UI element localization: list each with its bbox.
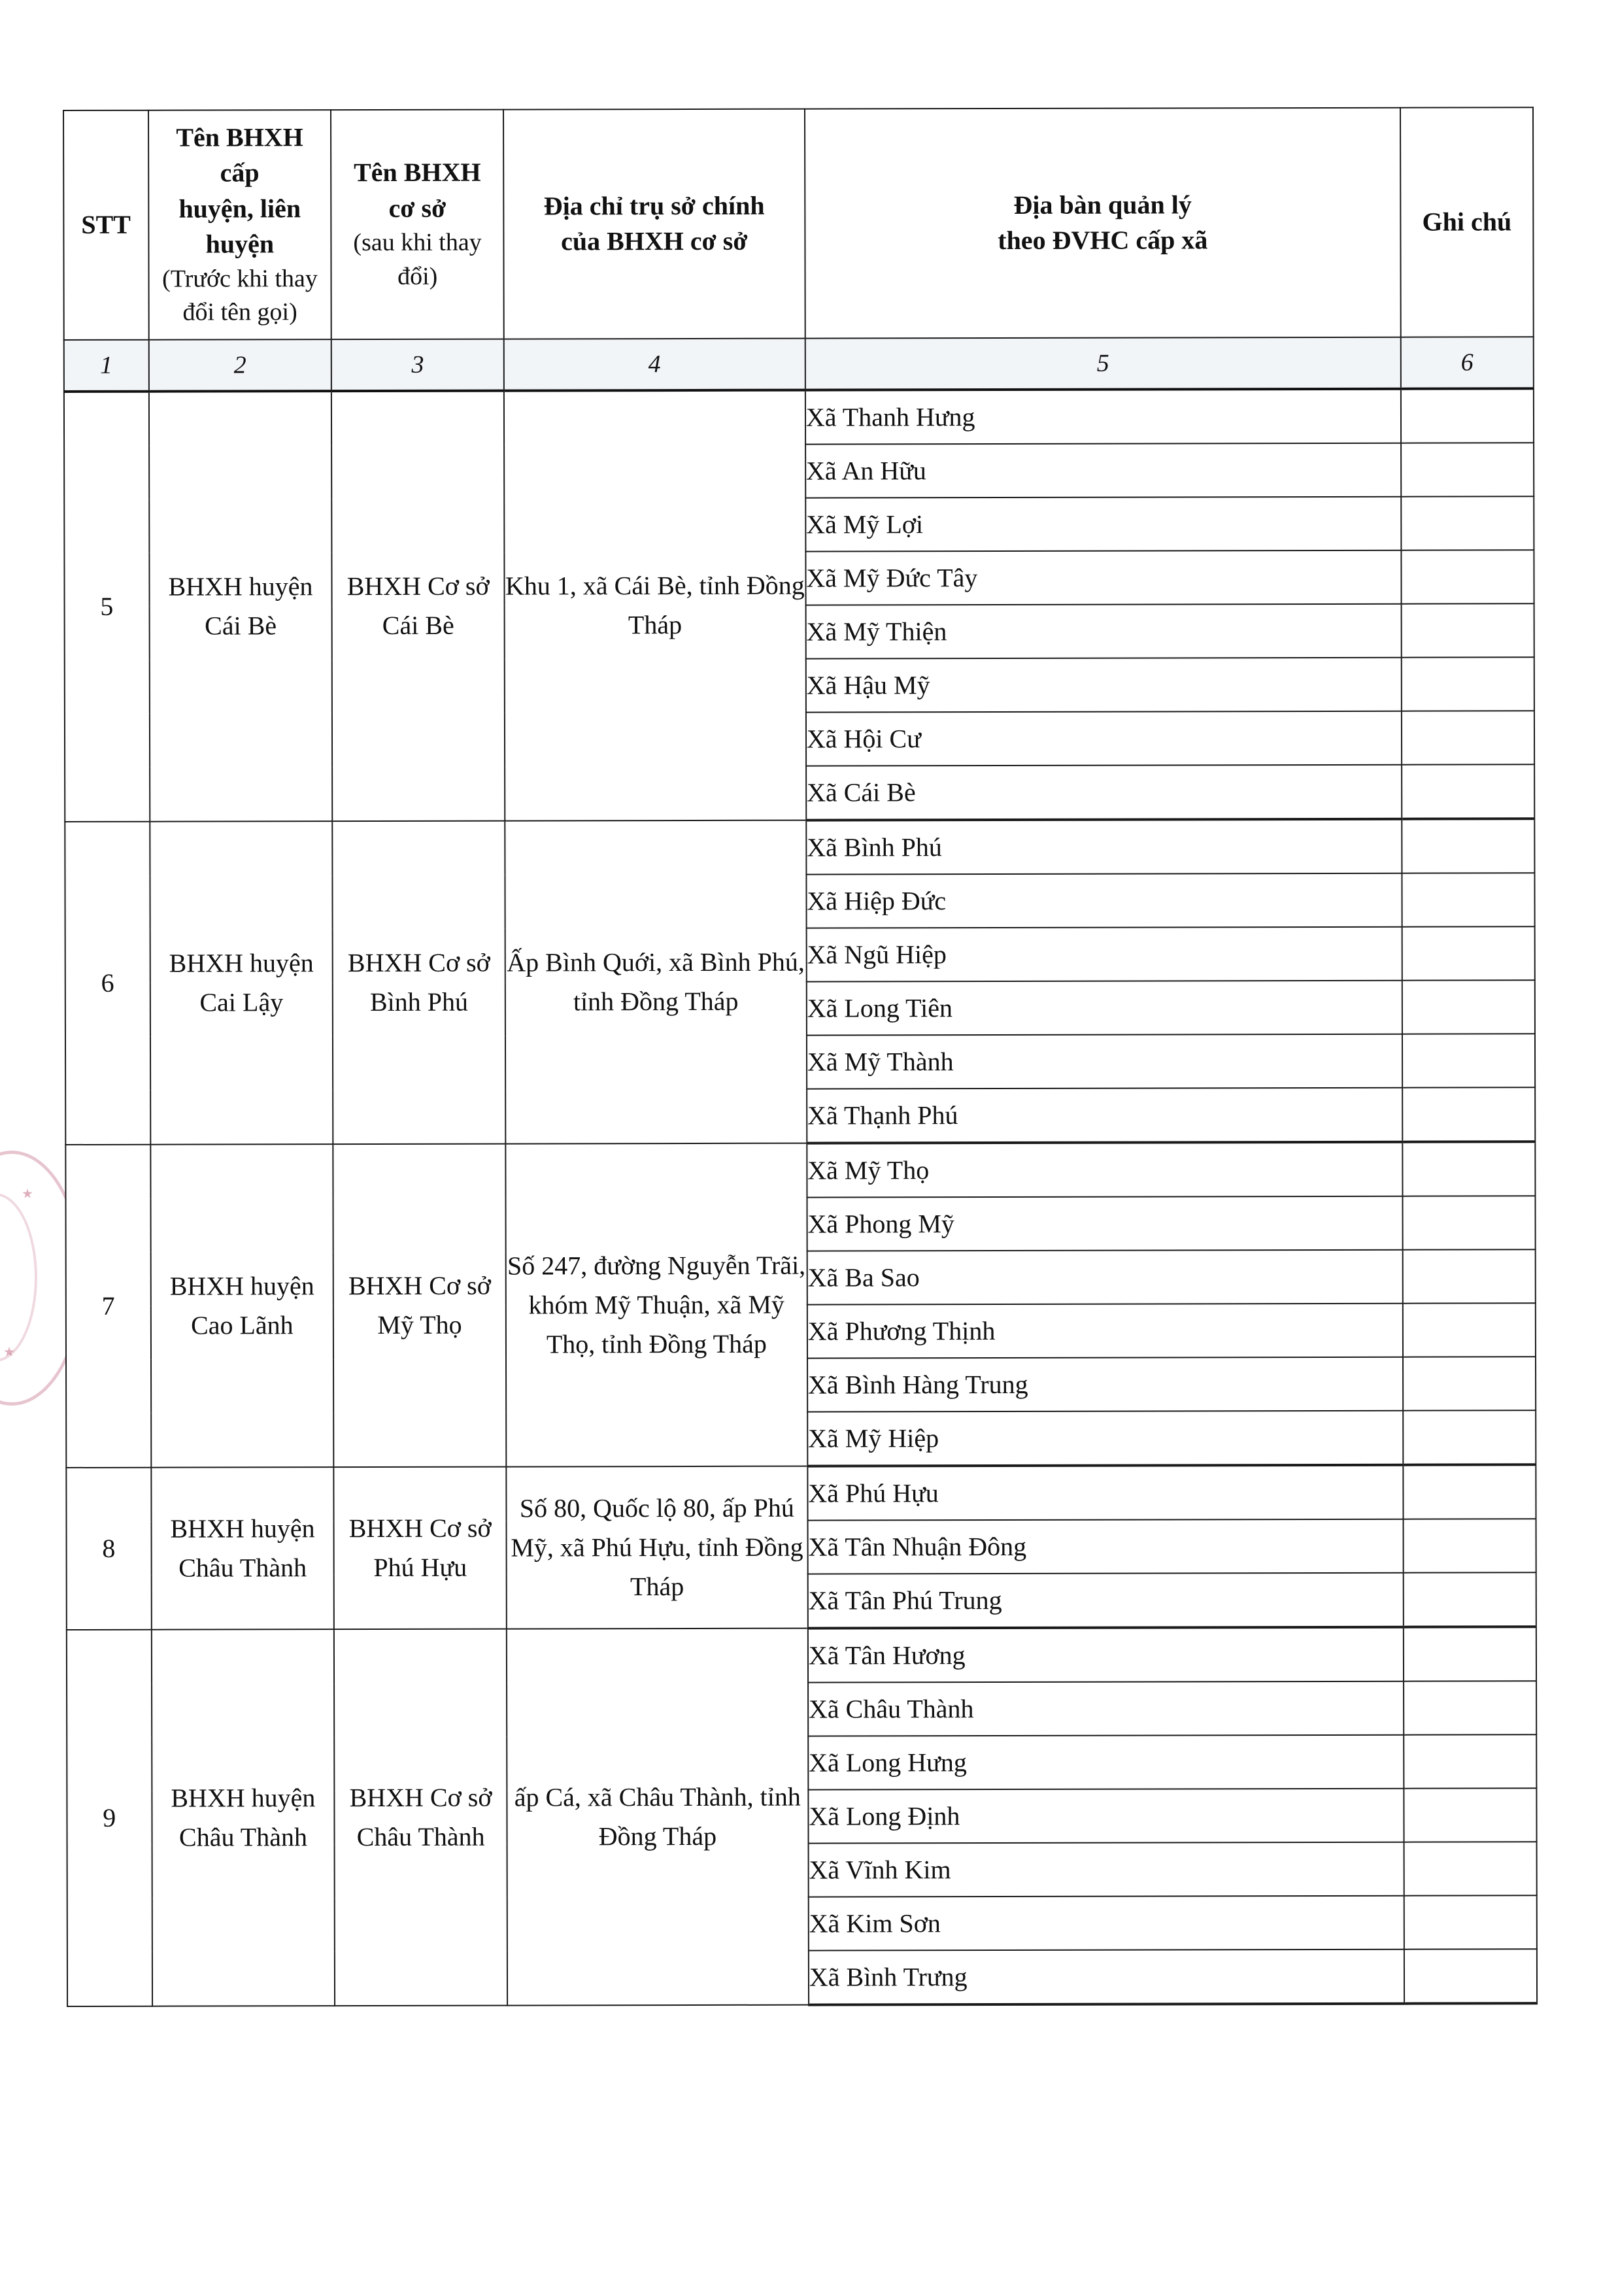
cell-commune: Xã Tân Nhuận Đông bbox=[807, 1519, 1403, 1574]
cell-note bbox=[1402, 1196, 1535, 1249]
cell-commune: Xã Mỹ Thành bbox=[807, 1034, 1402, 1089]
cell-note bbox=[1402, 926, 1535, 980]
cell-address: Khu 1, xã Cái Bè, tỉnh Đồng Tháp bbox=[504, 390, 806, 821]
cell-commune: Xã Tân Hương bbox=[808, 1627, 1404, 1683]
table-header-row bbox=[63, 107, 1534, 340]
cell-note bbox=[1402, 1141, 1535, 1196]
cell-commune: Xã Bình Hàng Trung bbox=[807, 1357, 1403, 1412]
seal-star-icon bbox=[4, 1347, 14, 1357]
cell-commune: Xã Phương Thịnh bbox=[807, 1304, 1403, 1359]
cell-note bbox=[1404, 1842, 1536, 1895]
cell-base-bhxh: BHXH Cơ sở Cái Bè bbox=[331, 390, 505, 821]
seal-star-icon bbox=[22, 1189, 33, 1199]
cell-commune: Xã Ba Sao bbox=[807, 1250, 1403, 1305]
column-number-3: 3 bbox=[331, 339, 504, 391]
cell-district-bhxh: BHXH huyện Cái Bè bbox=[148, 391, 332, 822]
cell-commune: Xã Hiệp Đức bbox=[806, 873, 1402, 928]
cell-note bbox=[1404, 1949, 1537, 2003]
column-number-2: 2 bbox=[148, 339, 331, 392]
cell-commune: Xã An Hữu bbox=[805, 443, 1401, 498]
cell-stt: 9 bbox=[67, 1630, 152, 2006]
table-row bbox=[65, 819, 1534, 876]
cell-note bbox=[1403, 1410, 1536, 1464]
cell-note bbox=[1402, 980, 1535, 1034]
cell-commune: Xã Cái Bè bbox=[806, 765, 1402, 820]
cell-note bbox=[1401, 496, 1534, 550]
cell-district-bhxh: BHXH huyện Cao Lãnh bbox=[150, 1144, 334, 1468]
cell-commune: Xã Phú Hựu bbox=[807, 1465, 1403, 1521]
cell-commune: Xã Mỹ Đức Tây bbox=[805, 550, 1401, 605]
cell-note bbox=[1402, 764, 1534, 819]
cell-address: Ấp Bình Quới, xã Bình Phú, tỉnh Đồng Tháp bbox=[505, 820, 807, 1144]
cell-note bbox=[1402, 1087, 1535, 1141]
table-row bbox=[64, 388, 1534, 446]
cell-note bbox=[1404, 1788, 1536, 1842]
cell-district-bhxh: BHXH huyện Châu Thành bbox=[151, 1629, 335, 2006]
cell-note bbox=[1402, 1034, 1535, 1087]
column-number-row bbox=[64, 337, 1534, 392]
table-body bbox=[64, 388, 1537, 2006]
cell-note bbox=[1403, 1357, 1536, 1410]
column-header-note: Ghi chú bbox=[1400, 107, 1534, 337]
cell-commune: Xã Mỹ Lợi bbox=[805, 497, 1401, 552]
cell-commune: Xã Mỹ Hiệp bbox=[807, 1411, 1403, 1466]
cell-note bbox=[1404, 1627, 1536, 1681]
bhxh-registry-table bbox=[63, 107, 1538, 2008]
cell-commune: Xã Long Tiên bbox=[807, 981, 1402, 1036]
column-number-4: 4 bbox=[504, 339, 805, 391]
table-row bbox=[65, 1141, 1535, 1199]
cell-commune: Xã Thanh Hưng bbox=[805, 389, 1401, 445]
cell-commune: Xã Bình Trưng bbox=[809, 1950, 1404, 2005]
cell-commune: Xã Mỹ Thọ bbox=[807, 1142, 1402, 1198]
cell-district-bhxh: BHXH huyện Châu Thành bbox=[151, 1467, 334, 1630]
cell-note bbox=[1401, 550, 1534, 603]
column-header-managed-communes: Địa bàn quản lý theo ĐVHC cấp xã bbox=[805, 108, 1401, 339]
cell-base-bhxh: BHXH Cơ sở Phú Hựu bbox=[334, 1466, 507, 1629]
column-header-district-bhxh-note-1: (Trước khi thay bbox=[162, 264, 318, 293]
table-row bbox=[67, 1627, 1536, 1684]
cell-base-bhxh: BHXH Cơ sở Châu Thành bbox=[334, 1629, 507, 2006]
column-header-base-bhxh-note: (sau khi thay đổi) bbox=[353, 228, 482, 290]
cell-note bbox=[1403, 1303, 1536, 1357]
cell-commune: Xã Hậu Mỹ bbox=[806, 658, 1402, 713]
column-number-5: 5 bbox=[805, 337, 1401, 390]
column-number-1: 1 bbox=[64, 340, 149, 392]
cell-district-bhxh: BHXH huyện Cai Lậy bbox=[150, 821, 333, 1145]
cell-commune: Xã Phong Mỹ bbox=[807, 1196, 1402, 1251]
table-row bbox=[66, 1464, 1536, 1522]
cell-note bbox=[1404, 1895, 1537, 1949]
cell-commune: Xã Hội Cư bbox=[806, 711, 1402, 766]
cell-commune: Xã Kim Sơn bbox=[809, 1896, 1404, 1951]
cell-base-bhxh: BHXH Cơ sở Bình Phú bbox=[333, 820, 505, 1144]
column-header-base-bhxh: Tên BHXH cơ sở (sau khi thay đổi) bbox=[331, 110, 503, 339]
cell-note bbox=[1403, 1249, 1536, 1303]
cell-address: Số 247, đường Nguyễn Trãi, khóm Mỹ Thuận, xã Mỹ Thọ, tỉnh Đồng Tháp bbox=[505, 1143, 807, 1467]
cell-note bbox=[1403, 1519, 1536, 1572]
cell-commune: Xã Tân Phú Trung bbox=[808, 1573, 1404, 1629]
cell-note bbox=[1402, 873, 1534, 926]
cell-stt: 6 bbox=[65, 822, 150, 1145]
cell-commune: Xã Châu Thành bbox=[808, 1681, 1404, 1736]
cell-address: ấp Cá, xã Châu Thành, tỉnh Đồng Tháp bbox=[507, 1629, 809, 2006]
cell-commune: Xã Mỹ Thiện bbox=[805, 604, 1401, 659]
column-number-6: 6 bbox=[1401, 337, 1534, 388]
cell-note bbox=[1402, 711, 1534, 764]
cell-note bbox=[1404, 1734, 1536, 1788]
cell-commune: Xã Long Định bbox=[808, 1789, 1404, 1844]
cell-note bbox=[1402, 819, 1534, 873]
cell-note bbox=[1404, 1681, 1536, 1734]
cell-commune: Xã Long Hưng bbox=[808, 1735, 1404, 1790]
column-header-stt: STT bbox=[63, 110, 148, 340]
column-header-district-bhxh: Tên BHXH cấp huyện, liên huyện (Trước khi thay đổi tên gọi) bbox=[148, 110, 332, 339]
column-header-district-bhxh-note-2: đổi tên gọi) bbox=[182, 298, 297, 326]
cell-stt: 5 bbox=[64, 392, 150, 822]
cell-commune: Xã Thạnh Phú bbox=[807, 1088, 1402, 1143]
cell-commune: Xã Bình Phú bbox=[806, 819, 1402, 875]
cell-note bbox=[1401, 388, 1534, 443]
cell-stt: 7 bbox=[65, 1145, 151, 1468]
column-header-address: Địa chỉ trụ sở chính của BHXH cơ sở bbox=[503, 109, 805, 339]
cell-note bbox=[1401, 443, 1534, 496]
cell-address: Số 80, Quốc lộ 80, ấp Phú Mỹ, xã Phú Hựu, tỉnh Đồng Tháp bbox=[506, 1466, 808, 1629]
cell-base-bhxh: BHXH Cơ sở Mỹ Thọ bbox=[333, 1143, 506, 1467]
cell-note bbox=[1403, 1464, 1536, 1519]
cell-note bbox=[1402, 657, 1534, 711]
cell-commune: Xã Vĩnh Kim bbox=[808, 1842, 1404, 1897]
cell-stt: 8 bbox=[66, 1468, 151, 1630]
cell-note bbox=[1401, 603, 1534, 657]
cell-note bbox=[1404, 1572, 1536, 1627]
cell-commune: Xã Ngũ Hiệp bbox=[806, 927, 1402, 982]
